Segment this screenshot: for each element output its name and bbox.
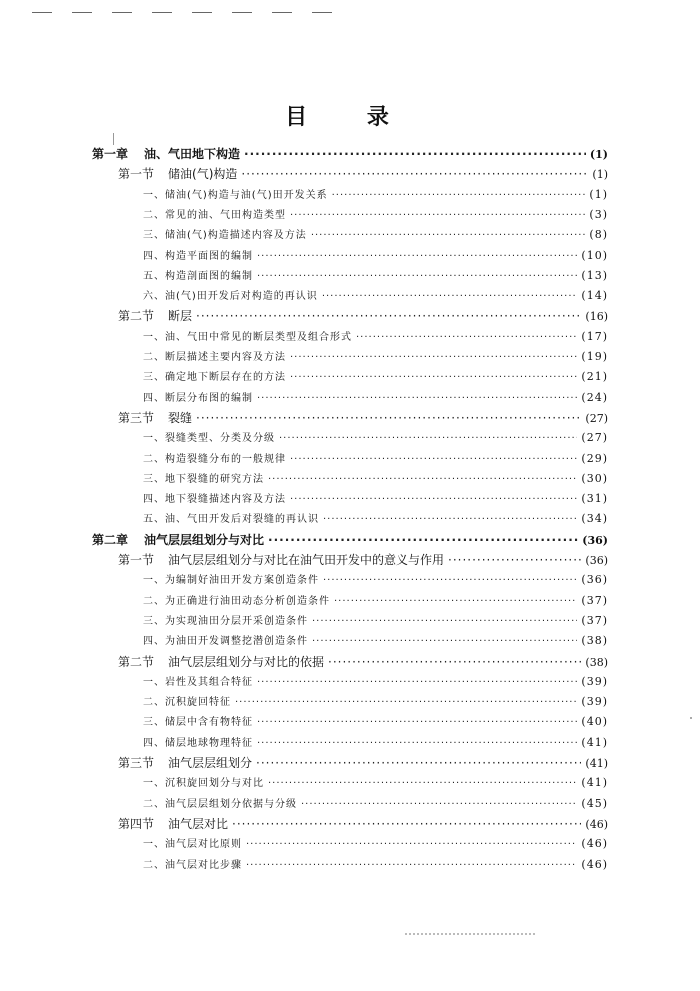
toc-item-row[interactable] xyxy=(143,490,608,508)
toc-page-number: (39) xyxy=(581,674,608,688)
toc-label xyxy=(118,307,192,324)
header-dashes xyxy=(32,12,332,13)
toc-title: 裂缝 xyxy=(168,410,193,425)
toc-label xyxy=(143,226,307,241)
leader-dots xyxy=(232,817,581,831)
toc-item-row[interactable] xyxy=(143,734,608,752)
toc-label xyxy=(143,713,253,728)
toc-label xyxy=(143,186,328,201)
toc-item-row[interactable] xyxy=(143,450,608,468)
toc-label xyxy=(143,592,330,607)
toc-label xyxy=(143,693,231,708)
toc-item-row[interactable] xyxy=(143,206,608,224)
toc-title: 五、油、气田开发后对裂缝的再认识 xyxy=(143,514,319,526)
page-title: 目 录 xyxy=(285,104,415,130)
toc-title: 油气层对比 xyxy=(168,816,229,831)
toc-page-number: (41) xyxy=(581,776,608,790)
toc-label xyxy=(143,429,275,444)
toc-title: 储油(气)构造 xyxy=(168,167,238,182)
leader-dots xyxy=(257,717,577,728)
toc-title: 油气层层组划分与对比 xyxy=(144,532,265,547)
toc-title: 五、构造剖面图的编制 xyxy=(143,270,253,282)
toc-label xyxy=(118,754,252,771)
toc-item-row[interactable] xyxy=(143,247,608,265)
toc-section-row[interactable] xyxy=(118,409,608,427)
toc-title: 四、地下裂缝描述内容及方法 xyxy=(143,494,286,506)
toc-title: 二、断层描述主要内容及方法 xyxy=(143,352,286,363)
toc-number: 第三节 xyxy=(118,410,155,425)
toc-item-row[interactable] xyxy=(143,835,608,853)
toc-page-number: (27) xyxy=(581,431,608,445)
toc-label xyxy=(143,287,318,302)
toc-page-number: (37) xyxy=(581,613,608,627)
toc-title: 一、岩性及其组合特征 xyxy=(143,676,253,688)
toc-number: 第一节 xyxy=(118,167,155,182)
toc-label xyxy=(118,409,192,426)
toc-label xyxy=(143,328,352,343)
leader-dots xyxy=(334,596,577,607)
toc-page-number: (3) xyxy=(589,207,608,221)
leader-dots xyxy=(323,514,577,525)
leader-dots xyxy=(311,230,586,241)
toc-label xyxy=(143,774,264,789)
toc-title: 油、气田地下构造 xyxy=(144,147,241,161)
toc-title: 一、油气层对比原则 xyxy=(143,839,242,851)
toc-label xyxy=(118,815,228,832)
toc-title: 三、地下裂缝的研究方法 xyxy=(143,473,264,485)
leader-dots xyxy=(268,533,578,547)
leader-dots xyxy=(257,393,577,404)
leader-dots xyxy=(328,655,581,669)
toc-label xyxy=(143,247,253,262)
leader-dots xyxy=(246,860,577,871)
toc-page-number: (27) xyxy=(585,411,608,425)
toc-title: 二、构造裂缝分布的一般规律 xyxy=(143,453,286,465)
leader-dots xyxy=(322,291,578,302)
toc-page-number: (40) xyxy=(581,715,608,729)
toc-item-row[interactable] xyxy=(143,470,608,488)
toc-number: 第一章 xyxy=(92,147,129,161)
leader-dots xyxy=(332,190,586,201)
toc-number: 第二章 xyxy=(92,532,129,547)
toc-item-row[interactable] xyxy=(143,713,608,731)
toc-label xyxy=(143,734,253,749)
toc-page-number: (19) xyxy=(581,350,608,363)
toc-page-number: (39) xyxy=(581,695,608,709)
toc-label xyxy=(143,673,253,688)
toc-item-row[interactable] xyxy=(143,267,608,285)
toc-label xyxy=(92,531,264,548)
toc-page-number: (34) xyxy=(581,512,608,526)
toc-title: 油气层层组划分与对比在油气田开发中的意义与作用 xyxy=(168,553,445,567)
toc-section-row[interactable] xyxy=(118,165,608,183)
toc-item-row[interactable] xyxy=(143,673,608,691)
toc-page-number: (16) xyxy=(585,310,608,324)
toc-label xyxy=(143,510,319,525)
toc-title: 四、构造平面图的编制 xyxy=(143,250,253,262)
toc-title: 一、裂缝类型、分类及分级 xyxy=(143,433,275,445)
toc-title: 二、油气层对比步骤 xyxy=(143,859,242,871)
toc-title: 油气层层组划分 xyxy=(168,756,253,770)
toc-page-number: (10) xyxy=(581,248,608,262)
toc-number: 第二节 xyxy=(118,654,155,669)
leader-dots xyxy=(323,575,577,586)
toc-page-number: (14) xyxy=(581,289,608,303)
leader-dots xyxy=(290,494,577,505)
toc-title: 三、储层中含有物特征 xyxy=(143,717,253,729)
leader-dots xyxy=(279,433,577,444)
leader-dots xyxy=(268,474,577,485)
leader-dots xyxy=(290,454,577,465)
toc-item-row[interactable] xyxy=(143,571,608,589)
toc-item-row[interactable] xyxy=(143,592,608,610)
toc-number: 第三节 xyxy=(118,756,155,770)
toc-page-number: (46) xyxy=(581,857,608,871)
toc-page-number: (29) xyxy=(581,451,608,465)
toc-title: 三、为实现油田分层开采创造条件 xyxy=(143,615,308,627)
toc-label xyxy=(118,551,444,568)
toc-title: 四、为油田开发调整挖潜创造条件 xyxy=(143,636,308,648)
toc-page-number: (17) xyxy=(581,329,608,343)
leader-dots xyxy=(356,332,577,343)
toc-title: 二、沉积旋回特征 xyxy=(143,697,231,709)
toc-item-row[interactable] xyxy=(143,287,608,305)
leader-dots xyxy=(246,839,577,850)
toc-title: 六、油(气)田开发后对构造的再认识 xyxy=(143,291,318,303)
toc-label xyxy=(143,632,308,647)
toc-label xyxy=(143,206,286,221)
toc-label xyxy=(118,165,237,182)
leader-dots xyxy=(241,167,588,181)
toc-item-row[interactable] xyxy=(143,226,608,244)
toc-page-number: (46) xyxy=(581,837,608,851)
toc-label xyxy=(143,389,253,404)
toc-page-number: (1) xyxy=(592,168,608,182)
toc-page-number: (38) xyxy=(581,634,608,648)
toc-title: 一、油、气田中常见的断层类型及组合形式 xyxy=(143,331,352,343)
leader-dots xyxy=(290,352,577,363)
toc-page-number: (24) xyxy=(581,390,608,404)
toc-item-row[interactable] xyxy=(143,429,608,447)
toc-page-number: (36) xyxy=(581,573,608,587)
toc-page-number: (13) xyxy=(581,268,608,282)
toc-label xyxy=(118,653,324,670)
toc-title: 二、油气层层组划分依据与分级 xyxy=(143,798,297,810)
toc-title: 二、常见的油、气田构造类型 xyxy=(143,209,286,221)
leader-dots xyxy=(257,271,577,282)
toc-title: 二、为正确进行油田动态分析创造条件 xyxy=(143,595,330,607)
leader-dots xyxy=(196,411,581,425)
toc-section-row[interactable] xyxy=(118,653,608,671)
leader-dots xyxy=(448,553,581,567)
toc-label xyxy=(143,348,286,363)
scan-smudge xyxy=(405,933,535,935)
toc-page-number: (38) xyxy=(585,655,608,669)
toc-label xyxy=(143,612,308,627)
toc-page-number: (1) xyxy=(589,187,608,201)
toc-item-row[interactable] xyxy=(143,612,608,630)
toc-section-row[interactable] xyxy=(118,307,608,325)
toc-label xyxy=(92,145,240,162)
leader-dots xyxy=(290,210,585,221)
toc-number: 第四节 xyxy=(118,816,155,831)
toc-page-number: (36) xyxy=(585,554,608,567)
toc-item-row[interactable] xyxy=(143,795,608,813)
toc-title: 四、储层地球物理特征 xyxy=(143,737,253,749)
toc-page-number: (8) xyxy=(589,228,608,242)
toc-title: 油气层层组划分与对比的依据 xyxy=(168,654,325,669)
toc-page-number: (41) xyxy=(585,757,608,770)
leader-dots xyxy=(301,799,577,810)
toc-title: 一、储油(气)构造与油(气)田开发关系 xyxy=(143,189,328,201)
toc-section-row[interactable] xyxy=(118,754,608,772)
toc-section-row[interactable] xyxy=(118,815,608,833)
toc-label xyxy=(143,856,242,871)
toc-title: 断层 xyxy=(168,309,193,324)
toc-item-row[interactable] xyxy=(143,774,608,792)
leader-dots xyxy=(244,147,586,161)
toc-item-row[interactable] xyxy=(143,632,608,650)
toc-title: 三、储油(气)构造描述内容及方法 xyxy=(143,230,307,242)
toc-label xyxy=(143,571,319,586)
toc-page-number: (30) xyxy=(581,471,608,485)
leader-dots xyxy=(235,697,577,708)
toc-page-number: (31) xyxy=(581,492,608,506)
leader-dots xyxy=(257,251,577,262)
toc-chapter-row[interactable] xyxy=(92,145,608,163)
leader-dots xyxy=(196,309,581,323)
toc-page-number: (41) xyxy=(581,735,608,749)
toc-page-number: (1) xyxy=(589,148,608,161)
toc-item-row[interactable] xyxy=(143,389,608,407)
toc-item-row[interactable] xyxy=(143,328,608,346)
toc-number: 第二节 xyxy=(118,309,155,324)
leader-dots xyxy=(257,738,577,749)
toc-item-row[interactable] xyxy=(143,510,608,528)
toc-label xyxy=(143,490,286,505)
margin-mark xyxy=(113,133,114,145)
toc-page-number: (45) xyxy=(581,796,608,810)
leader-dots xyxy=(268,778,577,789)
toc-page-number: (21) xyxy=(581,370,608,384)
toc-title: 一、沉积旋回划分与对比 xyxy=(143,778,264,790)
toc-title: 四、断层分布图的编制 xyxy=(143,392,253,404)
leader-dots xyxy=(257,677,577,688)
toc-item-row[interactable] xyxy=(143,856,608,874)
toc-page-number: (36) xyxy=(582,533,608,547)
toc-label xyxy=(143,795,297,810)
toc-item-row[interactable] xyxy=(143,368,608,386)
toc-section-row[interactable] xyxy=(118,551,608,569)
toc-label xyxy=(143,450,286,465)
toc-item-row[interactable] xyxy=(143,186,608,204)
scan-speck xyxy=(690,717,692,719)
toc-number: 第一节 xyxy=(118,553,155,567)
toc-item-row[interactable] xyxy=(143,348,608,366)
leader-dots xyxy=(256,756,581,770)
toc-label xyxy=(143,470,264,485)
toc-page-number: (37) xyxy=(581,593,608,607)
toc-title: 三、确定地下断层存在的方法 xyxy=(143,372,286,384)
toc-title: 一、为编制好油田开发方案创造条件 xyxy=(143,575,319,587)
toc-page-number: (46) xyxy=(585,817,608,831)
toc-label xyxy=(143,835,242,850)
leader-dots xyxy=(290,372,577,383)
toc-item-row[interactable] xyxy=(143,693,608,711)
toc-label xyxy=(143,267,253,282)
leader-dots xyxy=(312,616,577,627)
toc-label xyxy=(143,368,286,383)
toc-chapter-row[interactable] xyxy=(92,531,608,549)
leader-dots xyxy=(312,636,577,647)
